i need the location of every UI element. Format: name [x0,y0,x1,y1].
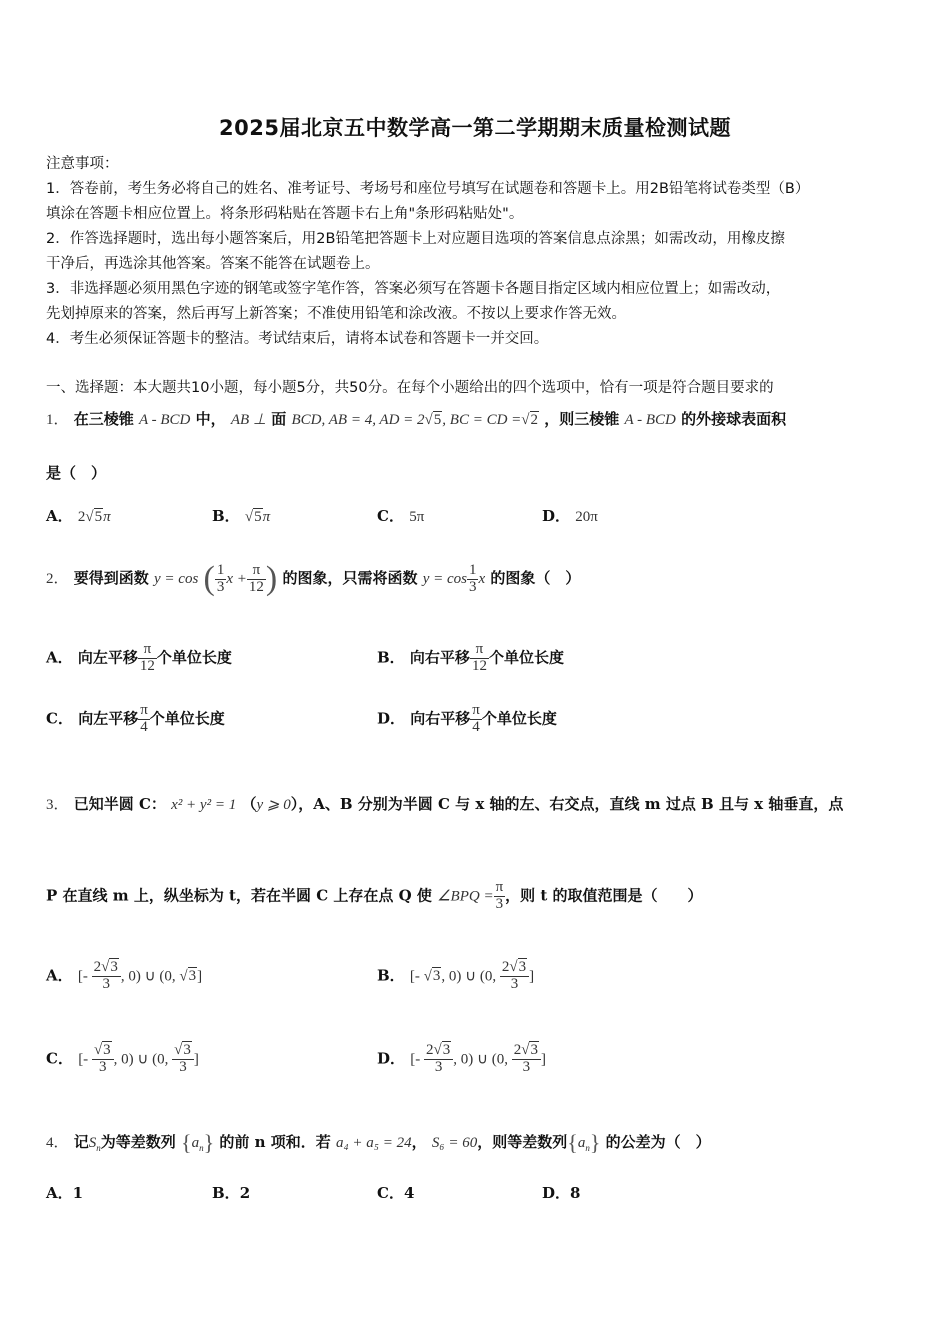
left-brace: { [181,1130,192,1155]
fraction: $\frac{1}{3}$ [216,561,225,595]
q2-option-b[interactable]: B． 向右平移 $\frac{\pi}{12}$ 个单位长度 [377,641,564,674]
q1-option-d[interactable]: D． 20π [542,507,598,525]
notice-line: 填涂在答题卡相应位置上。将条形码粘贴在答题卡右上角"条形码粘贴处"。 [46,206,524,222]
right-brace: } [203,1130,215,1155]
q1-math: BCD, AB = 4, AD = 2 [291,412,425,428]
q4-text: 的前 n 项和．若 [219,1133,331,1151]
q4-option-b[interactable]: B．2 [212,1184,251,1202]
question-3-line-2 [46,880,703,913]
q2-option-d[interactable]: D． 向右平移 $\frac{\pi}{4}$ 个单位长度 [377,702,557,735]
q2-math: y = cos [422,571,467,587]
q1-text: 面 [271,410,287,428]
notice-line: 2．作答选择题时，选出每小题答案后，用2B铅笔把答题卡上对应题目选项的答案信息点涂黑；如需改动，用橡皮擦 [46,231,785,247]
question-number: 3． [46,797,69,813]
q4-text: ， [411,1133,427,1151]
question-4 [46,1130,711,1156]
q4-option-c[interactable]: C．4 [377,1184,415,1202]
q4-subscript: n [585,1143,590,1153]
q4-text: 为等差数列 [100,1133,176,1151]
q1-sqrt: √2 [521,412,539,428]
notice-line: 干净后，再选涂其他答案。答案不能答在试题卷上。 [46,256,380,272]
q3-text: P 在直线 m 上，纵坐标为 t，若在半圆 C 上存在点 Q 使 [46,886,432,905]
question-3-line-1 [46,793,843,814]
q2-math: x [478,571,486,587]
q1-math: A - BCD [624,412,676,428]
q1-text: 在三棱锥 [73,410,134,428]
right-paren: ) [265,560,278,597]
q2-option-c[interactable]: C． 向左平移 $\frac{\pi}{4}$ 个单位长度 [46,702,225,735]
question-number: 4． [46,1135,69,1151]
page-title: 2025届北京五中数学高一第二学期期末质量检测试题 [219,116,731,140]
q3-option-a[interactable]: A． [- $\frac{2√3}{3}$ , 0) ∪ (0, √3] [46,959,203,992]
q4-text: ，则等差数列 [477,1133,568,1151]
q2-option-a[interactable]: A． 向左平移 $\frac{\pi}{12}$ 个单位长度 [46,641,232,674]
q4-option-d[interactable]: D．8 [542,1184,581,1202]
q3-option-c[interactable]: C． [- $\frac{√3}{3}$ , 0) ∪ (0, $\frac{√3}{3}$ ] [46,1042,199,1075]
fraction: $\frac{1}{3}$ [468,561,477,595]
question-2 [46,560,580,598]
q3-math: x² + y² = 1 [171,797,237,813]
q1-option-b[interactable]: B． √5π [212,507,271,525]
q1-text: 中， [195,410,226,428]
q3-option-b[interactable]: B． [- √3, 0) ∪ (0, $\frac{2√3}{3}$ ] [377,959,535,992]
notice-heading: 注意事项： [46,156,119,172]
notice-line: 1．答卷前，考生务必将自己的姓名、准考证号、考场号和座位号填写在试题卷和答题卡上。用2B铅笔将试卷类型（B） [46,181,810,197]
q2-text: 的图象（ ） [490,569,581,587]
q3-option-d[interactable]: D． [- $\frac{2√3}{3}$ , 0) ∪ (0, $\frac{2√3}{3}$ ] [377,1042,546,1075]
left-paren: ( [203,560,215,597]
q4-math: a₄ + a₅ = 24 [335,1135,412,1151]
notice-line: 4．考生必须保证答题卡的整洁。考试结束后，请将本试卷和答题卡一并交回。 [46,331,549,347]
q1-text: ，则三棱锥 [544,410,620,428]
question-1-line-2: 是（ ） [46,464,107,482]
notice-line: 3．非选择题必须用黑色字迹的钢笔或签字笔作答，答案必须写在答题卡各题目指定区域内相应位置上；如需改动， [46,281,781,297]
q1-text: 的外接球表面积 [681,410,787,428]
fraction: $\frac{\pi}{12}$ [248,561,264,595]
q3-text: ，则 t 的取值范围是（ ） [505,886,703,905]
q1-math: , BC = CD = [442,412,522,428]
q3-text: 已知半圆 C： [73,795,166,813]
q1-math: AB ⊥ [230,412,267,428]
q2-math: y = cos [154,571,199,587]
q2-text: 要得到函数 [73,569,149,587]
q4-math: a [191,1135,200,1151]
q1-sqrt: √5 [424,412,442,428]
q1-math: A - BCD [139,412,191,428]
q3-text: （ [241,795,257,813]
q4-text: 的公差为（ ） [605,1133,711,1151]
q1-option-a[interactable]: A． 2√5π [46,507,111,525]
question-1-line-1 [46,408,786,429]
q4-text: 记 [73,1133,89,1151]
notice-line: 先划掉原来的答案，然后再写上新答案；不准使用铅笔和涂改液。不按以上要求作答无效。 [46,306,626,322]
q4-option-a[interactable]: A．1 [46,1184,84,1202]
q4-math: S₆ = 60 [431,1135,478,1151]
fraction: $\frac{\pi}{3}$ [495,879,504,912]
q4-math: S [88,1135,97,1151]
right-brace: } [589,1130,601,1155]
q4-subscript: n [199,1143,204,1153]
q3-math: y ⩾ 0 [256,797,291,813]
question-number: 2． [46,571,69,587]
section-heading: 一、选择题：本大题共10小题，每小题5分，共50分。在每个小题给出的四个选项中，恰有一项是符合题目要求的 [46,380,774,396]
q3-text: ），A、B 分别为半圆 C 与 x 轴的左、右交点，直线 m 过点 B 且与 x 轴垂直，点 [290,795,844,813]
left-brace: { [567,1130,578,1155]
q3-math: ∠BPQ = [437,888,494,905]
q4-subscript: n [96,1143,101,1153]
q4-math: a [577,1135,586,1151]
q2-text: 的图象，只需将函数 [282,569,418,587]
q2-math: x + [226,571,247,587]
question-number: 1． [46,412,69,428]
q1-option-c[interactable]: C． 5π [377,507,425,525]
